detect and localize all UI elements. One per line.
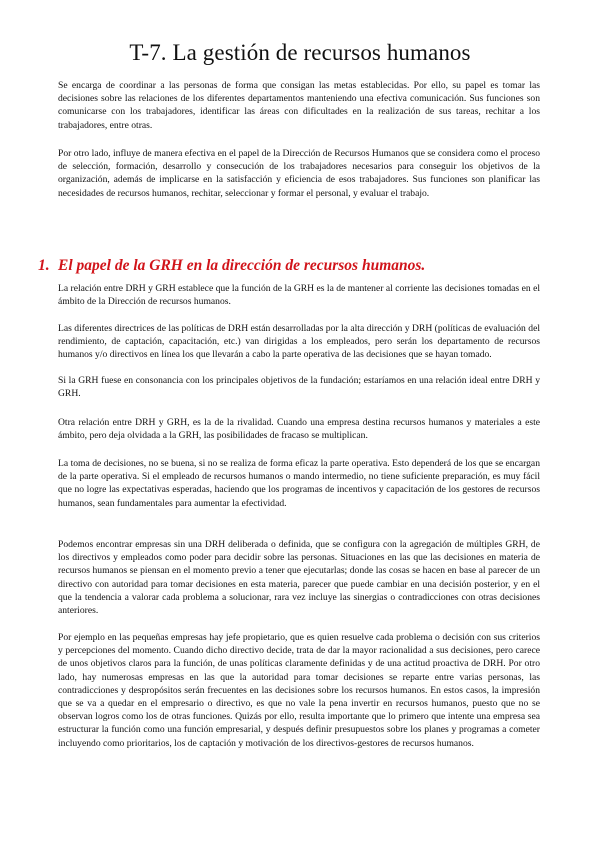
section-number: 1. [38, 257, 50, 274]
section-heading [38, 257, 558, 275]
section-paragraph-1: La relación entre DRH y GRH establece que la función de la GRH es la de mantener al corriente las decisiones tomadas en el ámbito de la Dirección de recursos humanos. [58, 283, 540, 308]
intro-paragraph-2: Por otro lado, influye de manera efectiva en el papel de la Dirección de Recursos Humanos que se considera como el proceso de selección, formación, desarrollo y consecución de los trabajadores necesarios para conseguir los objetivos de la organización, además de implicarse en la satisfacción y eficiencia de esos trabajadores. Sus funciones son planificar las necesidades de recursos humanos, rechitar, seleccionar y formar el personal, y evaluar el trabajo. [58, 148, 540, 199]
section-paragraph-2: Las diferentes directrices de las políticas de DRH están desarrolladas por la alta dirección y DRH (políticas de evaluación del rendimiento, de captación, capacitación, etc.) van dirigidas a los empleados, pero serán los departamento de recursos humanos y/o directivos en línea los que llevarán a cabo la parte operativa de las decisiones que se hayan tomado. [58, 323, 540, 361]
section-paragraph-4: Otra relación entre DRH y GRH, es la de la rivalidad. Cuando una empresa destina recursos humanos y materiales a este ámbito, pero deja olvidada a la GRH, las posibilidades de fracaso se multiplican. [58, 417, 540, 442]
intro-paragraph-1: Se encarga de coordinar a las personas de forma que consigan las metas establecidas. Por ello, su papel es tomar las decisiones sobre las relaciones de los diferentes departamentos manteniendo una efectiva comunicación. Sus funciones son comunicarse con los trabajadores, identificar las áreas con dificultades en la realización de sus tareas, rechitar a los trabajadores, entre otras. [58, 80, 540, 131]
document-title: T-7. La gestión de recursos humanos [129, 40, 471, 65]
section-paragraph-6: Podemos encontrar empresas sin una DRH deliberada o definida, que se configura con la agregación de múltiples GRH, de los directivos y empleados como poder para decidir sobre las personas. Situaciones en las que las decisiones en materia de recursos humanos se piensan en el momento previo a tener que ejecutarlas; donde las cosas se hacen en base al parecer de un directivo con autoridad para tomar decisiones en esta materia, parecer que puede cambiar en una decisión posterior, y en el que la tendencia a valorar cada problema a solucionar, rara vez incluye las sinergias o contradicciones con otras decisiones anteriores. [58, 539, 540, 617]
section-heading-text: El papel de la GRH en la dirección de recursos humanos. [58, 257, 426, 274]
section-paragraph-7: Por ejemplo en las pequeñas empresas hay jefe propietario, que es quien resuelve cada problema o decisión con sus criterios y percepciones del momento. Cuando dicho directivo decide, trata de dar la mayor racionalidad a sus decisiones, pero carece de unos objetivos claros para la función, de unas políticas claramente definidas y de una actitud proactiva de DRH. Por otro lado, hay numerosas empresas en las que la autoridad para tomar decisiones se reparte entre varias personas, las contradicciones y despropósitos serán frecuentes en las decisiones sobre los recursos humanos. En estos casos, la impresión que se va a quedar en el empresario o directivo, es que no vale la pena invertir en recursos humanos, puesto que no se observan logros como los de otras funciones. Quizás por ello, resulta importante que lo primero que intente una empresa sea estructurar la función como una función empresarial, y después definir presupuestos sobre los planes y programas a cometer incluyendo como prioritarios, los de captación y motivación de los directivos-gestores de recursos humanos. [58, 632, 540, 749]
section-paragraph-3: Si la GRH fuese en consonancia con los principales objetivos de la fundación; estaríamos en una relación ideal entre DRH y GRH. [58, 375, 540, 400]
section-paragraph-5: La toma de decisiones, no se buena, si no se realiza de forma eficaz la parte operativa. Esto dependerá de los que se encargan de la parte operativa. Si el empleado de recursos humanos o mando intermedio, no tiene suficiente preparación, es muy fácil que no logre las expectativas esperadas, haciendo que los programas de incentivos y capacitación de los gestores de recursos humanos, sean fundamentales para aumentar la efectividad. [58, 458, 540, 509]
